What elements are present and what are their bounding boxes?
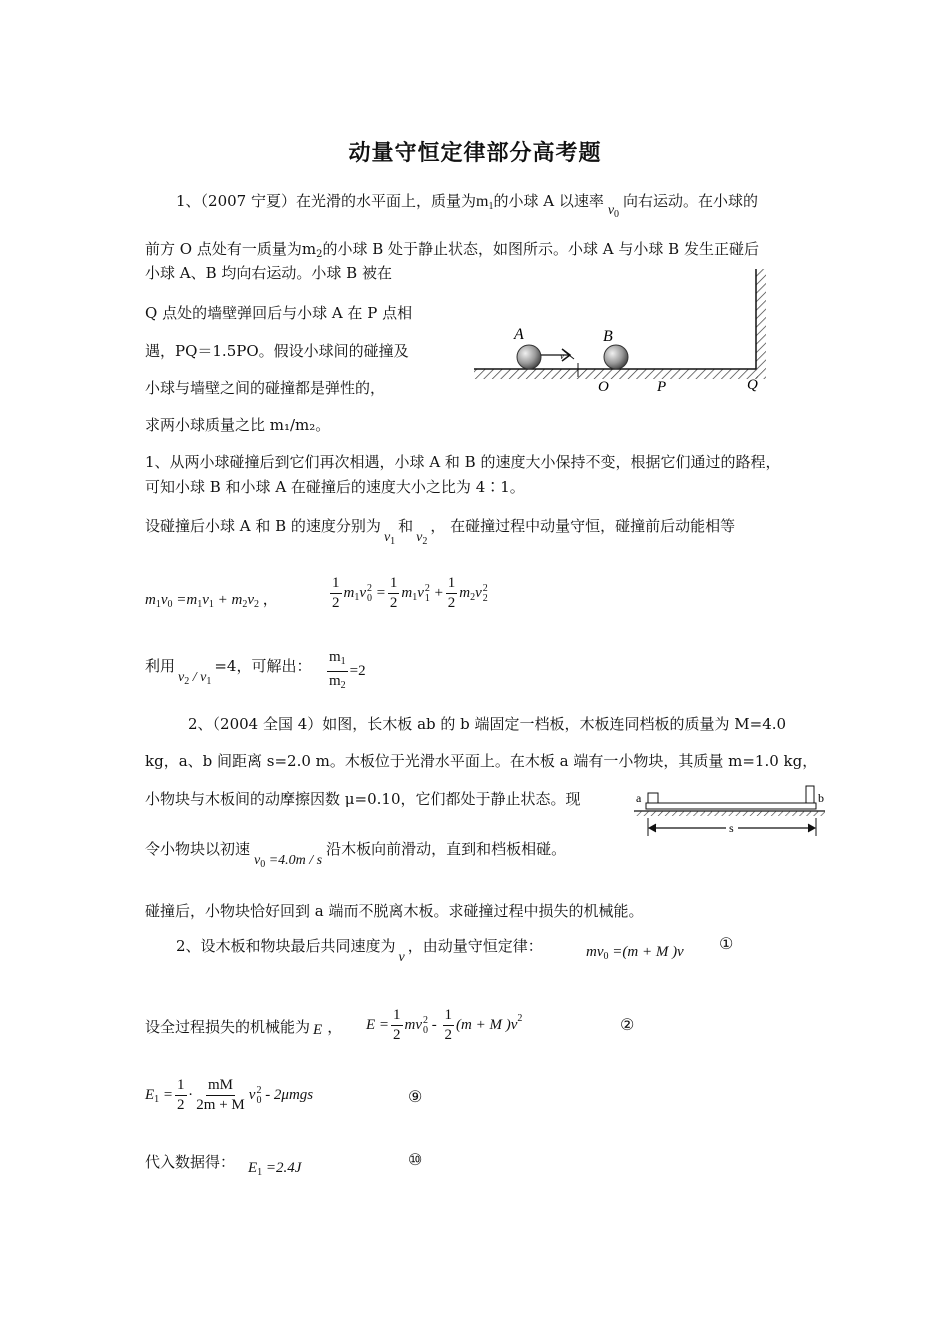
ground-hatch <box>474 369 758 379</box>
board-figure <box>630 780 835 840</box>
label-A: A <box>514 326 524 343</box>
collision-figure <box>470 265 770 395</box>
problem1-line3: 小球 A、B 均向右运动。小球 B 被在 <box>145 264 392 282</box>
equation-mark-1: ① <box>719 934 734 953</box>
problem2-line5: 碰撞后，小物块恰好回到 a 端而不脱离木板。求碰撞过程中损失的机械能。 <box>145 902 644 920</box>
energy-loss-equation: E = $\frac{1}{2}$ mv 2 0 - $\frac{1}{2}$ (m + M )$v^2$ <box>366 1007 523 1043</box>
svg-text:v: v <box>560 351 564 361</box>
solution2-line4: 代入数据得： <box>145 1153 236 1171</box>
label-b: b <box>818 791 824 805</box>
label-P: P <box>657 379 667 395</box>
equation-mark-4: ⑩ <box>408 1150 423 1169</box>
page-title: 动量守恒定律部分高考题 <box>348 141 602 166</box>
wall-hatch <box>756 269 766 379</box>
problem1-line7: 求两小球质量之比 m₁/m₂。 <box>145 416 331 434</box>
label-Q: Q <box>747 377 758 393</box>
momentum-equation: $m_1v_0 =m_1v_1 + m_2v_2$ ， <box>145 592 278 610</box>
equation-mark-2: ② <box>620 1015 635 1034</box>
problem2-line3: 小物块与木板间的动摩擦因数 μ=0.10，它们都处于静止状态。现 <box>145 790 581 808</box>
problem2-line2: kg，a、b 间距离 s=2.0 m。木板位于光滑水平面上。在木板 a 端有一小物块，其质量 m=1.0 kg， <box>145 752 818 770</box>
solution1-line2: 可知小球 B 和小球 A 在碰撞后的速度大小之比为 4∶1。 <box>145 478 525 496</box>
problem1-line6: 小球与墙壁之间的碰撞都是弹性的， <box>145 379 386 397</box>
ball-b <box>604 345 628 369</box>
ball-a <box>517 345 541 369</box>
small-block <box>648 793 658 803</box>
label-a: a <box>636 791 642 805</box>
baffle <box>806 786 814 803</box>
energy-equation: $\frac{1}{2}$ $m_1v$ 2 0 = $\frac{1}{2}$ $m_1v$ 2 1 + $\frac{1}{2}$ $m_2v$ 2 2 <box>332 575 488 611</box>
common-velocity-equation: $mv_0 =(m + M$ )v <box>586 944 684 962</box>
equation-mark-3: ⑨ <box>408 1087 423 1106</box>
label-s: s <box>729 821 734 835</box>
solution2-line2: 设全过程损失的机械能为 E ， <box>145 1018 343 1038</box>
problem1-line5: 遇，PQ＝1.5PO。假设小球间的碰撞及 <box>145 342 409 360</box>
problem1-line1: 1、（2007 宁夏）在光滑的水平面上，质量为$m_1$的小球 A 以速率$v_0$向右运动。在小球的 <box>176 192 759 220</box>
mass-ratio-result: $\frac{m_1}{m_2}$ =2 <box>329 649 366 691</box>
long-board <box>646 803 816 809</box>
problem1-line2: 前方 O 点处有一质量为$m_2$的小球 B 处于静止状态，如图所示。小球 A 与小球 B 发生正碰后 <box>145 240 759 260</box>
mechanical-energy-equation: $E_1$ = $\frac{1}{2}$ · $\frac{mM}{2m + M}$ v 2 0 - 2μmgs <box>145 1077 314 1113</box>
solution1-line1: 1、从两小球碰撞后到它们再次相遇，小球 A 和 B 的速度大小保持不变，根据它们通过的路程， <box>145 453 781 471</box>
label-B: B <box>603 328 613 345</box>
solution2-line1: 2、设木板和物块最后共同速度为v，由动量守恒定律： <box>176 937 543 965</box>
problem2-line1: 2、（2004 全国 4）如图，长木板 ab 的 b 端固定一档板，木板连同档板的质量为 M=4.0 <box>188 715 787 733</box>
label-O: O <box>598 379 609 395</box>
problem1-line4: Q 点处的墙壁弹回后与小球 A 在 P 点相 <box>145 304 413 322</box>
problem2-line4: 令小物块以初速$v_0 =4.0m / s$沿木板向前滑动，直到和档板相碰。 <box>145 840 567 870</box>
ratio-line: 利用$v_2 / v_1=4$，可解出： <box>145 657 312 687</box>
final-result: $E_1 =2.4J$ <box>248 1160 302 1178</box>
floor-hatch <box>634 811 825 816</box>
solution1-line3: 设碰撞后小球 A 和 B 的速度分别为$v_1$和$v_2$， 在碰撞过程中动量守恒，碰撞前后动能相等 <box>145 517 736 547</box>
